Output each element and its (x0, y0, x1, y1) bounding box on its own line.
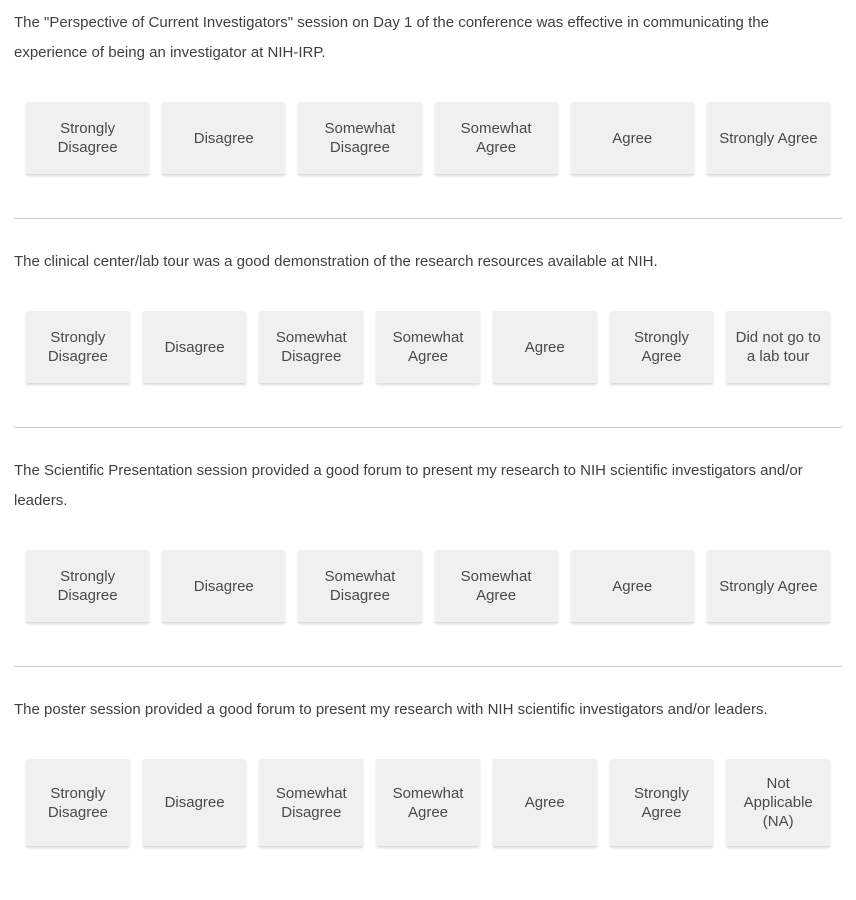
option-button[interactable]: Agree (571, 102, 694, 174)
option-button[interactable]: Disagree (143, 759, 247, 846)
option-row (26, 550, 830, 622)
option-row (26, 759, 830, 846)
option-button[interactable]: Somewhat Agree (376, 759, 480, 846)
option-button[interactable]: Strongly Disagree (26, 759, 130, 846)
option-button[interactable]: Strongly Disagree (26, 102, 149, 174)
option-button[interactable]: Somewhat Agree (435, 102, 558, 174)
option-button[interactable]: Agree (493, 311, 597, 383)
option-button[interactable]: Agree (571, 550, 694, 622)
option-row (26, 102, 830, 174)
option-button[interactable]: Did not go to a lab tour (726, 311, 830, 383)
option-button[interactable]: Somewhat Agree (376, 311, 480, 383)
question-block (14, 8, 842, 174)
question-text: The Scientific Presentation session provided a good forum to present my research to NIH scientific investigators and/or leaders. (14, 462, 803, 509)
question-text: The clinical center/lab tour was a good demonstration of the research resources available at NIH. (14, 253, 658, 270)
option-button[interactable]: Somewhat Disagree (298, 550, 421, 622)
option-button[interactable]: Somewhat Disagree (298, 102, 421, 174)
option-button[interactable]: Disagree (143, 311, 247, 383)
option-button[interactable]: Somewhat Agree (435, 550, 558, 622)
survey-form (14, 8, 842, 846)
question-text: The "Perspective of Current Investigators" session on Day 1 of the conference was effective in communicating the experience of being an investigator at NIH-IRP. (14, 14, 769, 61)
option-button[interactable]: Not Applicable (NA) (726, 759, 830, 846)
question-text: The poster session provided a good forum to present my research with NIH scientific investigators and/or leaders. (14, 701, 768, 718)
option-button[interactable]: Somewhat Disagree (259, 311, 363, 383)
option-button[interactable]: Strongly Agree (707, 550, 830, 622)
question-block (14, 247, 842, 383)
question-block (14, 695, 842, 846)
option-button[interactable]: Strongly Agree (610, 759, 714, 846)
option-button[interactable]: Disagree (162, 550, 285, 622)
divider (14, 666, 842, 667)
option-button[interactable]: Disagree (162, 102, 285, 174)
option-button[interactable]: Strongly Disagree (26, 311, 130, 383)
option-button[interactable]: Strongly Agree (610, 311, 714, 383)
option-button[interactable]: Strongly Disagree (26, 550, 149, 622)
divider (14, 218, 842, 219)
option-button[interactable]: Agree (493, 759, 597, 846)
divider (14, 427, 842, 428)
option-button[interactable]: Somewhat Disagree (259, 759, 363, 846)
option-button[interactable]: Strongly Agree (707, 102, 830, 174)
question-block (14, 456, 842, 622)
option-row (26, 311, 830, 383)
